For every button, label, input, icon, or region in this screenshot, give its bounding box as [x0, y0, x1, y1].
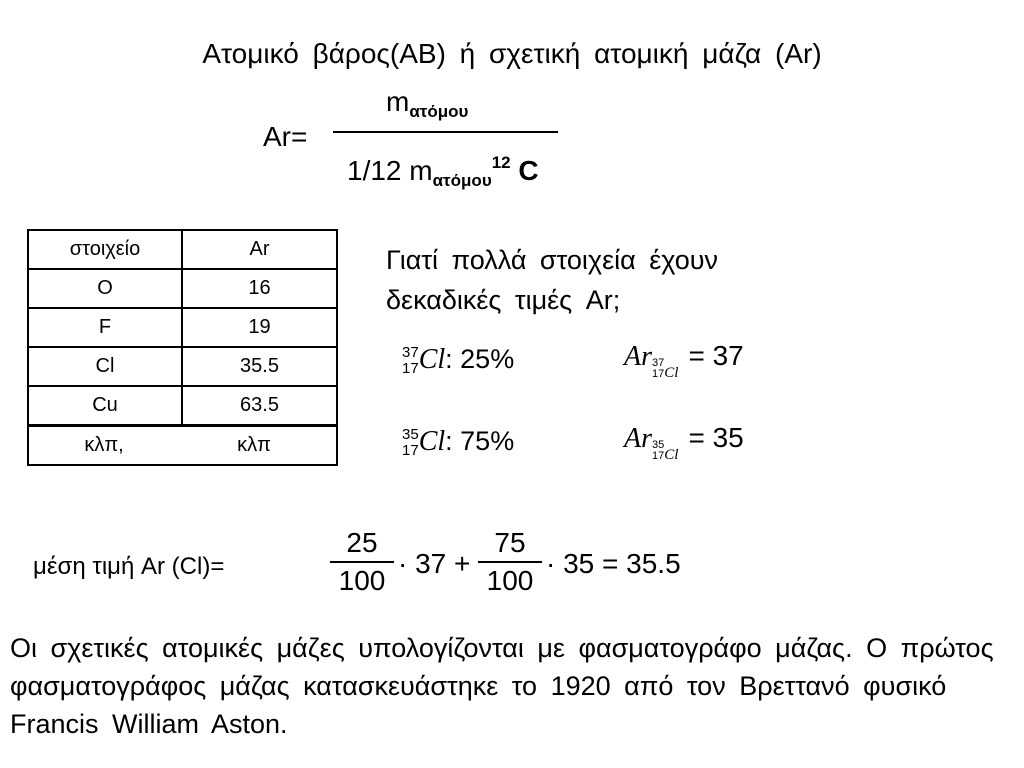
table-row — [28, 386, 337, 426]
atomic-number: 17 — [402, 359, 419, 377]
table-cell: O — [28, 269, 182, 308]
table-header-row — [28, 230, 337, 269]
denominator-subscript: ατόμου — [432, 171, 492, 190]
question-line: Γιατί πολλά στοιχεία έχουν — [386, 245, 718, 275]
table-row-etc — [28, 426, 337, 466]
mean-middle: · 37 + — [398, 548, 471, 579]
table-row — [28, 308, 337, 347]
ar-label: Ar — [624, 341, 652, 372]
formula-denominator — [347, 153, 539, 190]
question-line: δεκαδικές τιμές Ar; — [386, 285, 621, 315]
denominator-element: C — [518, 155, 539, 186]
nuclide-small — [652, 358, 664, 380]
isotope-cl37 — [402, 344, 514, 377]
fraction-bar — [333, 131, 558, 133]
denominator-superscript: 12 — [491, 153, 511, 172]
table-header: στοιχείο — [28, 230, 182, 269]
table-cell: Cu — [28, 386, 182, 426]
element-symbol: Cl — [664, 365, 679, 381]
mass-number: 37 — [652, 357, 665, 369]
table-cell: 63.5 — [182, 386, 337, 426]
nuclide-numbers — [402, 345, 419, 377]
question-text — [386, 240, 718, 320]
table-cell: 35.5 — [182, 347, 337, 386]
element-symbol: Cl — [418, 426, 446, 457]
atomic-number: 17 — [652, 450, 665, 462]
formula-numerator — [386, 86, 469, 121]
ar-label: Ar — [624, 423, 652, 454]
denominator-prefix: 1/12 m — [347, 155, 433, 186]
table-cell: F — [28, 308, 182, 347]
fraction-denominator: 100 — [486, 565, 534, 596]
fraction-bar — [478, 561, 542, 563]
formula-lhs: Ar= — [263, 121, 308, 152]
abundance: : 25% — [445, 344, 515, 374]
isotope-cl35 — [402, 426, 514, 459]
table-cell: 16 — [182, 269, 337, 308]
element-table — [27, 229, 338, 466]
mass-number: 35 — [652, 439, 665, 451]
mass-number: 37 — [402, 343, 419, 361]
fraction-1 — [330, 527, 394, 597]
mass-number: 35 — [402, 425, 419, 443]
nuclide-small — [652, 440, 664, 462]
element-symbol: Cl — [418, 344, 446, 375]
table-header: Ar — [182, 230, 337, 269]
ar-cl37 — [624, 340, 744, 382]
element-symbol: Cl — [664, 447, 679, 463]
table-row — [28, 269, 337, 308]
mean-result: · 35 = 35.5 — [546, 548, 681, 579]
nuclide-numbers — [402, 427, 419, 459]
fraction-numerator: 75 — [494, 527, 526, 558]
numerator-m: m — [386, 86, 410, 117]
ar-value: = 35 — [688, 422, 744, 453]
numerator-subscript: ατόμου — [409, 102, 469, 121]
footer-paragraph: Οι σχετικές ατομικές μάζες υπολογίζονται με φασματογράφο μάζας. Ο πρώτος φασματογράφος μάζας κατασκευάστηκε το 1920 από τον Βρεττανό φυσικό Francis William Aston. — [10, 633, 994, 739]
table-cell: 19 — [182, 308, 337, 347]
table-etc-left: κλπ, — [84, 434, 124, 456]
table-cell — [28, 426, 337, 466]
table-row — [28, 347, 337, 386]
table-cell: Cl — [28, 347, 182, 386]
ar-value: = 37 — [688, 340, 744, 371]
atomic-number: 17 — [652, 368, 665, 380]
fraction-2 — [478, 527, 542, 597]
abundance: : 75% — [445, 426, 515, 456]
fraction-numerator: 25 — [346, 527, 378, 558]
atomic-number: 17 — [402, 441, 419, 459]
page-title: Ατομικό βάρος(ΑΒ) ή σχετική ατομική μάζα (Ar) — [202, 38, 822, 69]
fraction-denominator: 100 — [338, 565, 386, 596]
ar-cl35 — [624, 422, 744, 464]
fraction-bar — [330, 561, 394, 563]
table-etc-right: κλπ — [237, 434, 271, 456]
mean-label: μέση τιμή Ar (Cl)= — [33, 553, 225, 580]
